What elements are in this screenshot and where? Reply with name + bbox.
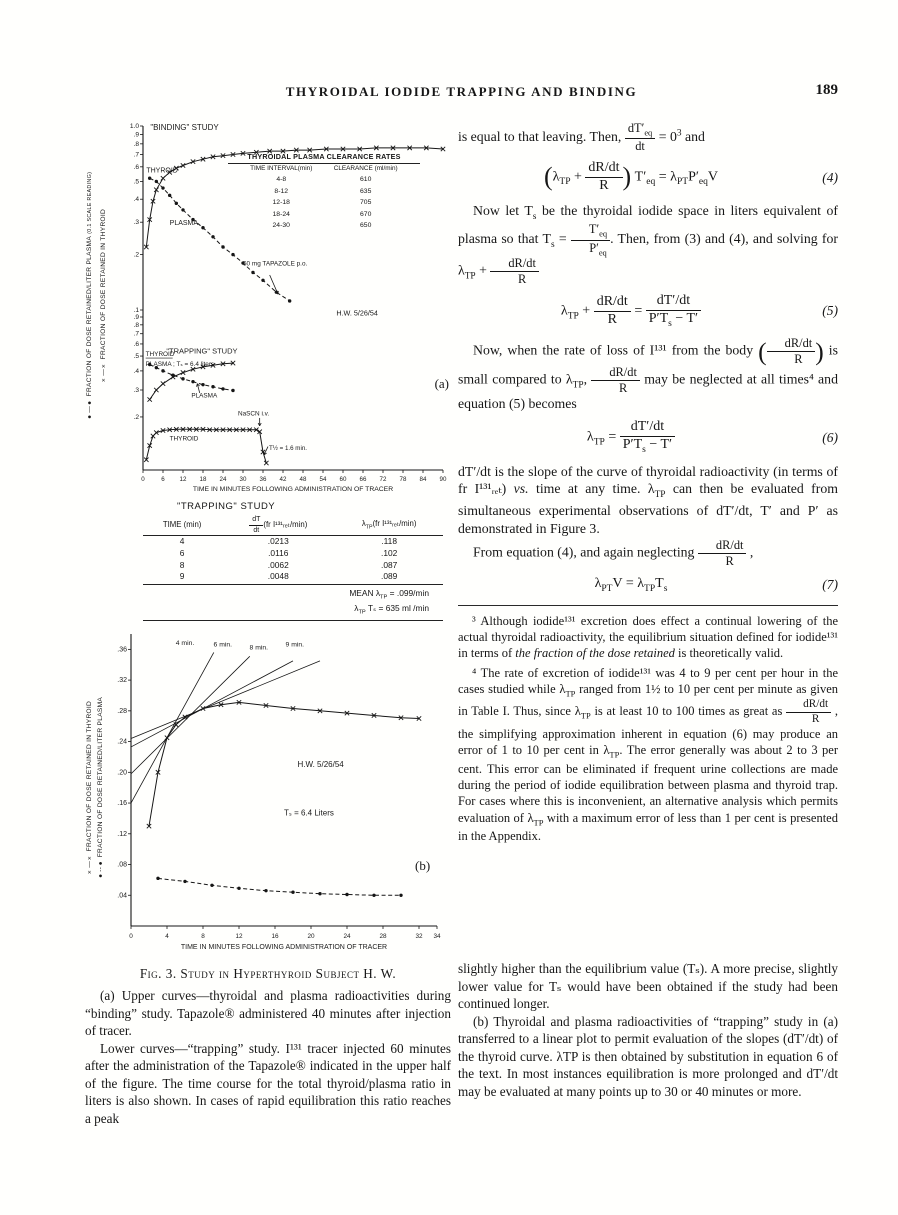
y-tick-label: .5 — [133, 353, 139, 361]
x-tick-label: 84 — [419, 476, 427, 483]
trapping-study-table — [143, 500, 443, 621]
caption-paragraph-continuation: slightly higher than the equilibrium value (Tₛ). A more precise, slightly lower value for Tₛ would have been obtained if the study had been continued longer. — [458, 961, 838, 1012]
trapping-col-slope — [221, 515, 335, 535]
annotation: PLASMA — [169, 219, 199, 227]
y-axis-label-thyroid: ×—× FRACTION OF DOSE RETAINED IN THYROID — [86, 700, 93, 876]
y-tick-label: .3 — [133, 219, 139, 227]
y-tick-label: .24 — [117, 738, 127, 746]
x-tick-label: 54 — [319, 476, 327, 483]
table-cell: .102 — [381, 547, 398, 558]
y-label-text: ●—● FRACTION OF DOSE RETAINED/LITER PLASMA — [86, 236, 93, 421]
annotation: THYROID — [145, 351, 175, 359]
table-cell: .089 — [381, 571, 398, 582]
table-cell: 18-24 — [272, 210, 290, 218]
fraction: $\frac{dR/dt}{R}$ — [585, 161, 622, 193]
slope-line-label: 8 min. — [249, 644, 269, 652]
x-tick-label: 0 — [141, 476, 145, 483]
running-head-title: THYROIDAL IODIDE TRAPPING AND BINDING — [285, 84, 638, 99]
annotation: 50 mg TAPAZOLE p.o. — [243, 260, 308, 268]
y-tick-label: .32 — [117, 677, 127, 685]
caption-paragraph-lower-curves: Lower curves—“trapping” study. I¹³¹ tracer injected 60 minutes after the administration of the Tapazole® indicated in the upper half of the figure. The time course for the total thyroid/plasma ratio in liters is also shown. In cases of rapid equilibration this ratio reaches a peak — [85, 1040, 451, 1126]
x-tick-label: 20 — [307, 933, 315, 940]
equation-4 — [458, 161, 838, 193]
y-label-text: ×—× FRACTION OF DOSE RETAINED IN THYROID — [100, 208, 107, 384]
y-tick-label: .5 — [133, 178, 139, 186]
y-tick-label: .16 — [117, 800, 127, 808]
annotation: PLASMA — [191, 392, 218, 400]
inline-fraction: $\frac{T'_{eq}}{P'_{eq}}$ — [571, 223, 610, 257]
equation-body: $\lambda_{TP}$ = $\frac{dT'/dt}{P'T_s - T'}$ — [458, 420, 804, 454]
table-cell: 635 — [360, 187, 372, 195]
annotation: "BINDING" STUDY — [150, 123, 219, 133]
x-tick-label: 66 — [359, 476, 367, 483]
y-tick-label: .8 — [133, 140, 139, 148]
x-tick-label: 4 — [165, 933, 169, 940]
table-row — [240, 209, 409, 221]
y-axis-label-plasma: ●--● FRACTION OF DOSE RETAINED/LITER PLASMA — [97, 696, 104, 880]
y-tick-label: .28 — [117, 707, 127, 715]
y-tick-label: .2 — [133, 413, 139, 421]
x-tick-label: 12 — [179, 476, 187, 483]
figure-b-panel-letter: (b) — [415, 858, 431, 873]
equation-body: $\lambda_{PT}V = \lambda_{TP}T_s$ — [594, 576, 668, 594]
table-cell: .0048 — [267, 571, 289, 582]
x-tick-label: 60 — [339, 476, 347, 483]
footnote-4: ⁴ The rate of excretion of iodide¹³¹ was 4 to 9 per cent per hour in the cases studied while $\lambda_{TP}$ ranged from 1½ to 10 per cent per minute as given in Table I. Thus, since $\lambda_{TP}$ is at least 10 to 100 times as great as $\frac{dR/dt}{R}$ , the simplifying approximation inherent in equation (6) may produce an error of 1 to 10 per cent in $\lambda_{TP}$. The error generally was about 2 to 3 per cent. This error can be eliminated if frequent urine collections are made during the period of iodide equilibration between plasma and thyroid trap. For cases where this is inconvenient, an alternative analysis which permits evaluation of $\lambda_{TP}$ with a maximum error of less than 1 per cent is presented in the Appendix. — [458, 665, 839, 844]
x-tick-label: 36 — [259, 476, 267, 483]
clearance-col-interval: TIME INTERVAL(min) — [250, 165, 313, 173]
table-cell: 9 — [179, 571, 185, 582]
y-tick-label: .08 — [117, 861, 127, 869]
y-tick-label: .7 — [133, 151, 139, 159]
caption-paragraph-a: (a) Upper curves—thyroidal and plasma radioactivities during “binding” study. Tapazole® administered 40 minutes after injection of tracer. — [85, 988, 451, 1039]
paragraph-continuation — [458, 122, 838, 153]
series-plasma — [150, 365, 233, 391]
annotation: "TRAPPING" STUDY — [166, 346, 238, 356]
inline-fraction: $\frac{dR/dt}{R}$ — [786, 699, 831, 726]
italic-run: the fraction of the dose retained — [515, 646, 675, 661]
annotation: NaSCN i.v. — [238, 410, 270, 418]
equation-number: (7) — [822, 576, 838, 592]
y-tick-label: .6 — [133, 340, 139, 348]
x-axis-title: TIME IN MINUTES FOLLOWING ADMINISTRATION OF TRACER — [192, 486, 394, 493]
table-cell: 4-8 — [276, 176, 287, 184]
trapping-table-grid — [143, 515, 443, 583]
annotation: PLASMA ; Tₛ = 6.4 liters — [145, 361, 215, 369]
paragraph: dT′/dt is the slope of the curve of thyroidal radioactivity (in terms of fr I¹³¹ᵣₑₜ) vs. time at any time. $\lambda_{TP}$ can then be evaluated from simultaneous experimental observations of dT′/dt, T′ and P′ as demonstrated in Figure 3. — [458, 463, 839, 536]
italic-run: vs. — [513, 481, 529, 497]
annotation: THYROID — [169, 435, 199, 443]
annotation: THYROID — [146, 167, 178, 175]
slope-line — [131, 652, 214, 803]
table-cell: 670 — [360, 210, 372, 218]
slope-symbol-fraction: $\frac{dT}{dt}$ — [249, 516, 263, 534]
x-tick-label: 8 — [201, 933, 205, 940]
trapping-table-title: "TRAPPING" STUDY — [177, 501, 276, 512]
clearance-table-title: THYROIDAL PLASMA CLEARANCE RATES — [228, 152, 420, 164]
table-cell: .0213 — [267, 536, 289, 547]
table-cell: 4 — [179, 536, 185, 547]
inline-fraction: $\frac{dT'_{eq}}{dt}$ — [625, 122, 655, 153]
annotation: Tₛ = 6.4 Liters — [284, 808, 334, 818]
y-tick-label: 1.0 — [129, 123, 139, 130]
y-tick-label: .9 — [133, 314, 139, 322]
clearance-product-line: $\lambda_{TP}$ Tₛ = 635 ml /min — [354, 603, 429, 616]
table-row — [240, 197, 409, 209]
x-tick-label: 78 — [399, 476, 407, 483]
table-row — [143, 548, 443, 560]
text-run: is equal to that leaving. Then, — [458, 128, 625, 144]
table-cell: 705 — [360, 199, 372, 207]
equation-body: ($\lambda_{TP}$ + $\frac{dR/dt}{R}$ ) $T'_{eq} = \lambda_{PT}P'_{eq}V$ — [543, 160, 719, 194]
x-tick-label: 12 — [235, 933, 243, 940]
slope-line — [131, 661, 320, 739]
text-run: and — [681, 128, 705, 144]
table-row — [240, 186, 409, 198]
figure-b — [85, 498, 453, 974]
page-header — [85, 84, 838, 104]
series-plasma — [158, 878, 401, 895]
equation-7 — [458, 576, 838, 594]
inline-fraction: $\frac{dR/dt}{R}$ — [698, 539, 747, 568]
article-text-column — [458, 122, 838, 847]
series-thyroid — [146, 429, 266, 463]
table-cell: 6 — [179, 547, 185, 558]
x-tick-label: 24 — [343, 933, 351, 940]
table-cell: 610 — [360, 176, 372, 184]
table-row — [143, 571, 443, 583]
y-tick-label: .9 — [133, 131, 139, 139]
clearance-table-body — [240, 174, 409, 232]
slope-unit: (fr I¹³¹ᵣₑₜ/min) — [263, 520, 308, 530]
mean-lambda-line: MEAN $\lambda_{TP} = .099/\min$ — [349, 588, 429, 601]
figure-b-chart — [107, 626, 452, 964]
slope-line-label: 6 min. — [213, 641, 233, 649]
figure-a-y-axis-labels — [85, 122, 113, 470]
inline-fraction: $\frac{dR/dt}{R}$ — [591, 366, 640, 395]
annotation: H.W. 5/26/54 — [297, 759, 344, 769]
x-tick-label: 42 — [279, 476, 287, 483]
x-tick-label: 28 — [379, 933, 387, 940]
y-tick-label: .4 — [133, 196, 139, 204]
table-cell: 650 — [360, 222, 372, 230]
annotation: T½ = 1.6 min. — [269, 444, 308, 452]
figure-caption-title: Fig. 3. Study in Hyperthyroid Subject H. W. — [139, 966, 397, 981]
y-axis-label-plasma — [85, 122, 99, 470]
paragraph: Now let $T_s$ be the thyroidal iodide space in liters equivalent of plasma so that $T_s$ = $\frac{T'_{eq}}{P'_{eq}}$ . Then, from (3) and (4), and solving for $\lambda_{TP}$ + $\frac{dR/dt}{R}$ — [458, 202, 839, 287]
trapping-table-summary — [143, 584, 443, 621]
trapping-col-time: TIME (min) — [143, 515, 221, 535]
y-tick-label: .8 — [133, 321, 139, 329]
table-cell: 8 — [179, 559, 185, 570]
annotation: H.W. 5/26/54 — [336, 308, 378, 318]
clearance-header-row — [240, 165, 409, 174]
x-tick-label: 34 — [433, 933, 441, 940]
clearance-rates-table — [228, 152, 420, 232]
x-tick-label: 48 — [299, 476, 307, 483]
clearance-table-grid — [240, 165, 409, 232]
x-tick-label: 6 — [161, 476, 165, 483]
figure-a-panel-letter: (a) — [434, 376, 449, 391]
equation-number: (6) — [822, 429, 838, 445]
caption-paragraph-b: (b) Thyroidal and plasma radioactivities of “trapping” study in (a) transferred to a linear plot to permit evaluation of the slopes (dT′/dt) of the thyroid curve. λTP is then obtained by substitution in equation 6 of the text. In most instances equilibration is more prolonged and dT′/dt may be evaluated at many points up to 30 or 40 minutes or more. — [458, 1013, 838, 1099]
inline-fraction: $\frac{dR/dt}{R}$ — [767, 337, 816, 366]
x-tick-label: 18 — [199, 476, 207, 483]
trapping-table-body — [143, 536, 443, 584]
fraction: $\frac{dT'/dt}{P'T_s - T'}$ — [620, 420, 675, 454]
equation-number: (5) — [822, 303, 838, 319]
y-axis-label-thyroid — [99, 122, 113, 470]
caption-left-column — [85, 966, 451, 1127]
text-run: = 0 — [655, 128, 677, 144]
table-row — [143, 536, 443, 548]
paragraph: Now, when the rate of loss of I¹³¹ from the body ( $\frac{dR/dt}{R}$ ) is small compared to $\lambda_{TP}$, $\frac{dR/dt}{R}$ may be neglected at all times⁴ and equation (5) becomes — [458, 335, 838, 411]
y-tick-label: .12 — [117, 830, 127, 838]
lambda-unit: (fr I¹³¹ᵣₑₜ/min) — [372, 518, 417, 528]
table-cell: 24-30 — [272, 222, 290, 230]
y-tick-label: .3 — [133, 387, 139, 394]
y-tick-label: .2 — [133, 251, 139, 259]
fraction: $\frac{dT'/dt}{P'T_s - T'}$ — [646, 294, 701, 328]
figure-a — [85, 118, 453, 514]
footnote-rule — [458, 605, 838, 606]
x-tick-label: 16 — [271, 933, 279, 940]
y-tick-label: .4 — [133, 367, 139, 375]
slope-line — [131, 661, 293, 747]
inline-fraction: $\frac{dR/dt}{R}$ — [490, 257, 539, 286]
caption-right-column — [458, 960, 838, 1100]
y-tick-label: .04 — [117, 892, 127, 900]
page-number: 189 — [815, 82, 838, 98]
equation-6 — [458, 420, 838, 454]
equation-body: $\lambda_{TP}$ + $\frac{dR/dt}{R}$ = $\frac{dT'/dt}{P'T_s - T'}$ — [458, 294, 804, 328]
y-tick-label: .1 — [133, 307, 139, 314]
table-row — [240, 174, 409, 186]
figure-b-y-axis-labels — [85, 638, 107, 938]
x-tick-label: 90 — [439, 476, 447, 483]
table-row — [240, 220, 409, 232]
y-tick-label: .36 — [117, 646, 127, 654]
clearance-col-clearance: CLEARANCE (ml/min) — [333, 165, 398, 173]
y-tick-label: .7 — [133, 330, 139, 338]
fraction: $\frac{dR/dt}{R}$ — [594, 295, 631, 327]
x-tick-label: 30 — [239, 476, 247, 483]
x-tick-label: 24 — [219, 476, 227, 483]
equation-5 — [458, 294, 838, 328]
paragraph: From equation (4), and again neglecting $\frac{dR/dt}{R}$ , — [473, 538, 754, 569]
trapping-header-row — [143, 515, 443, 535]
table-cell: .087 — [381, 559, 398, 570]
slope-line-label: 9 min. — [285, 641, 305, 649]
table-row — [143, 560, 443, 572]
x-tick-label: 32 — [415, 933, 423, 940]
y-tick-label: .6 — [133, 163, 139, 171]
table-cell: .0062 — [267, 559, 289, 570]
equation-number: (4) — [822, 169, 838, 185]
table-cell: 12-18 — [272, 199, 290, 207]
slope-line-label: 4 min. — [175, 639, 195, 647]
x-axis-title: TIME IN MINUTES FOLLOWING ADMINISTRATION OF TRACER — [180, 944, 388, 951]
trapping-col-lambda: $\lambda_{TP}(fr$ I¹³¹ᵣₑₜ/min) — [335, 515, 443, 535]
y-tick-label: .20 — [117, 769, 127, 777]
table-cell: .118 — [381, 536, 397, 547]
table-cell: 8-12 — [274, 187, 289, 195]
y-label-scale-note: (0.1 SCALE READING) — [87, 171, 93, 234]
footnote-3: ³ Although iodide¹³¹ excretion does effect a continual lowering of the actual thyroidal radioactivity, the equilibrium situation defined for iodide¹³¹ in terms of the fraction of the dose retained is theoretically valid. — [458, 613, 838, 661]
x-tick-label: 0 — [129, 933, 133, 940]
x-tick-label: 72 — [379, 476, 387, 483]
footnote-marker: 3 — [676, 128, 682, 139]
table-cell: .0116 — [268, 547, 289, 558]
